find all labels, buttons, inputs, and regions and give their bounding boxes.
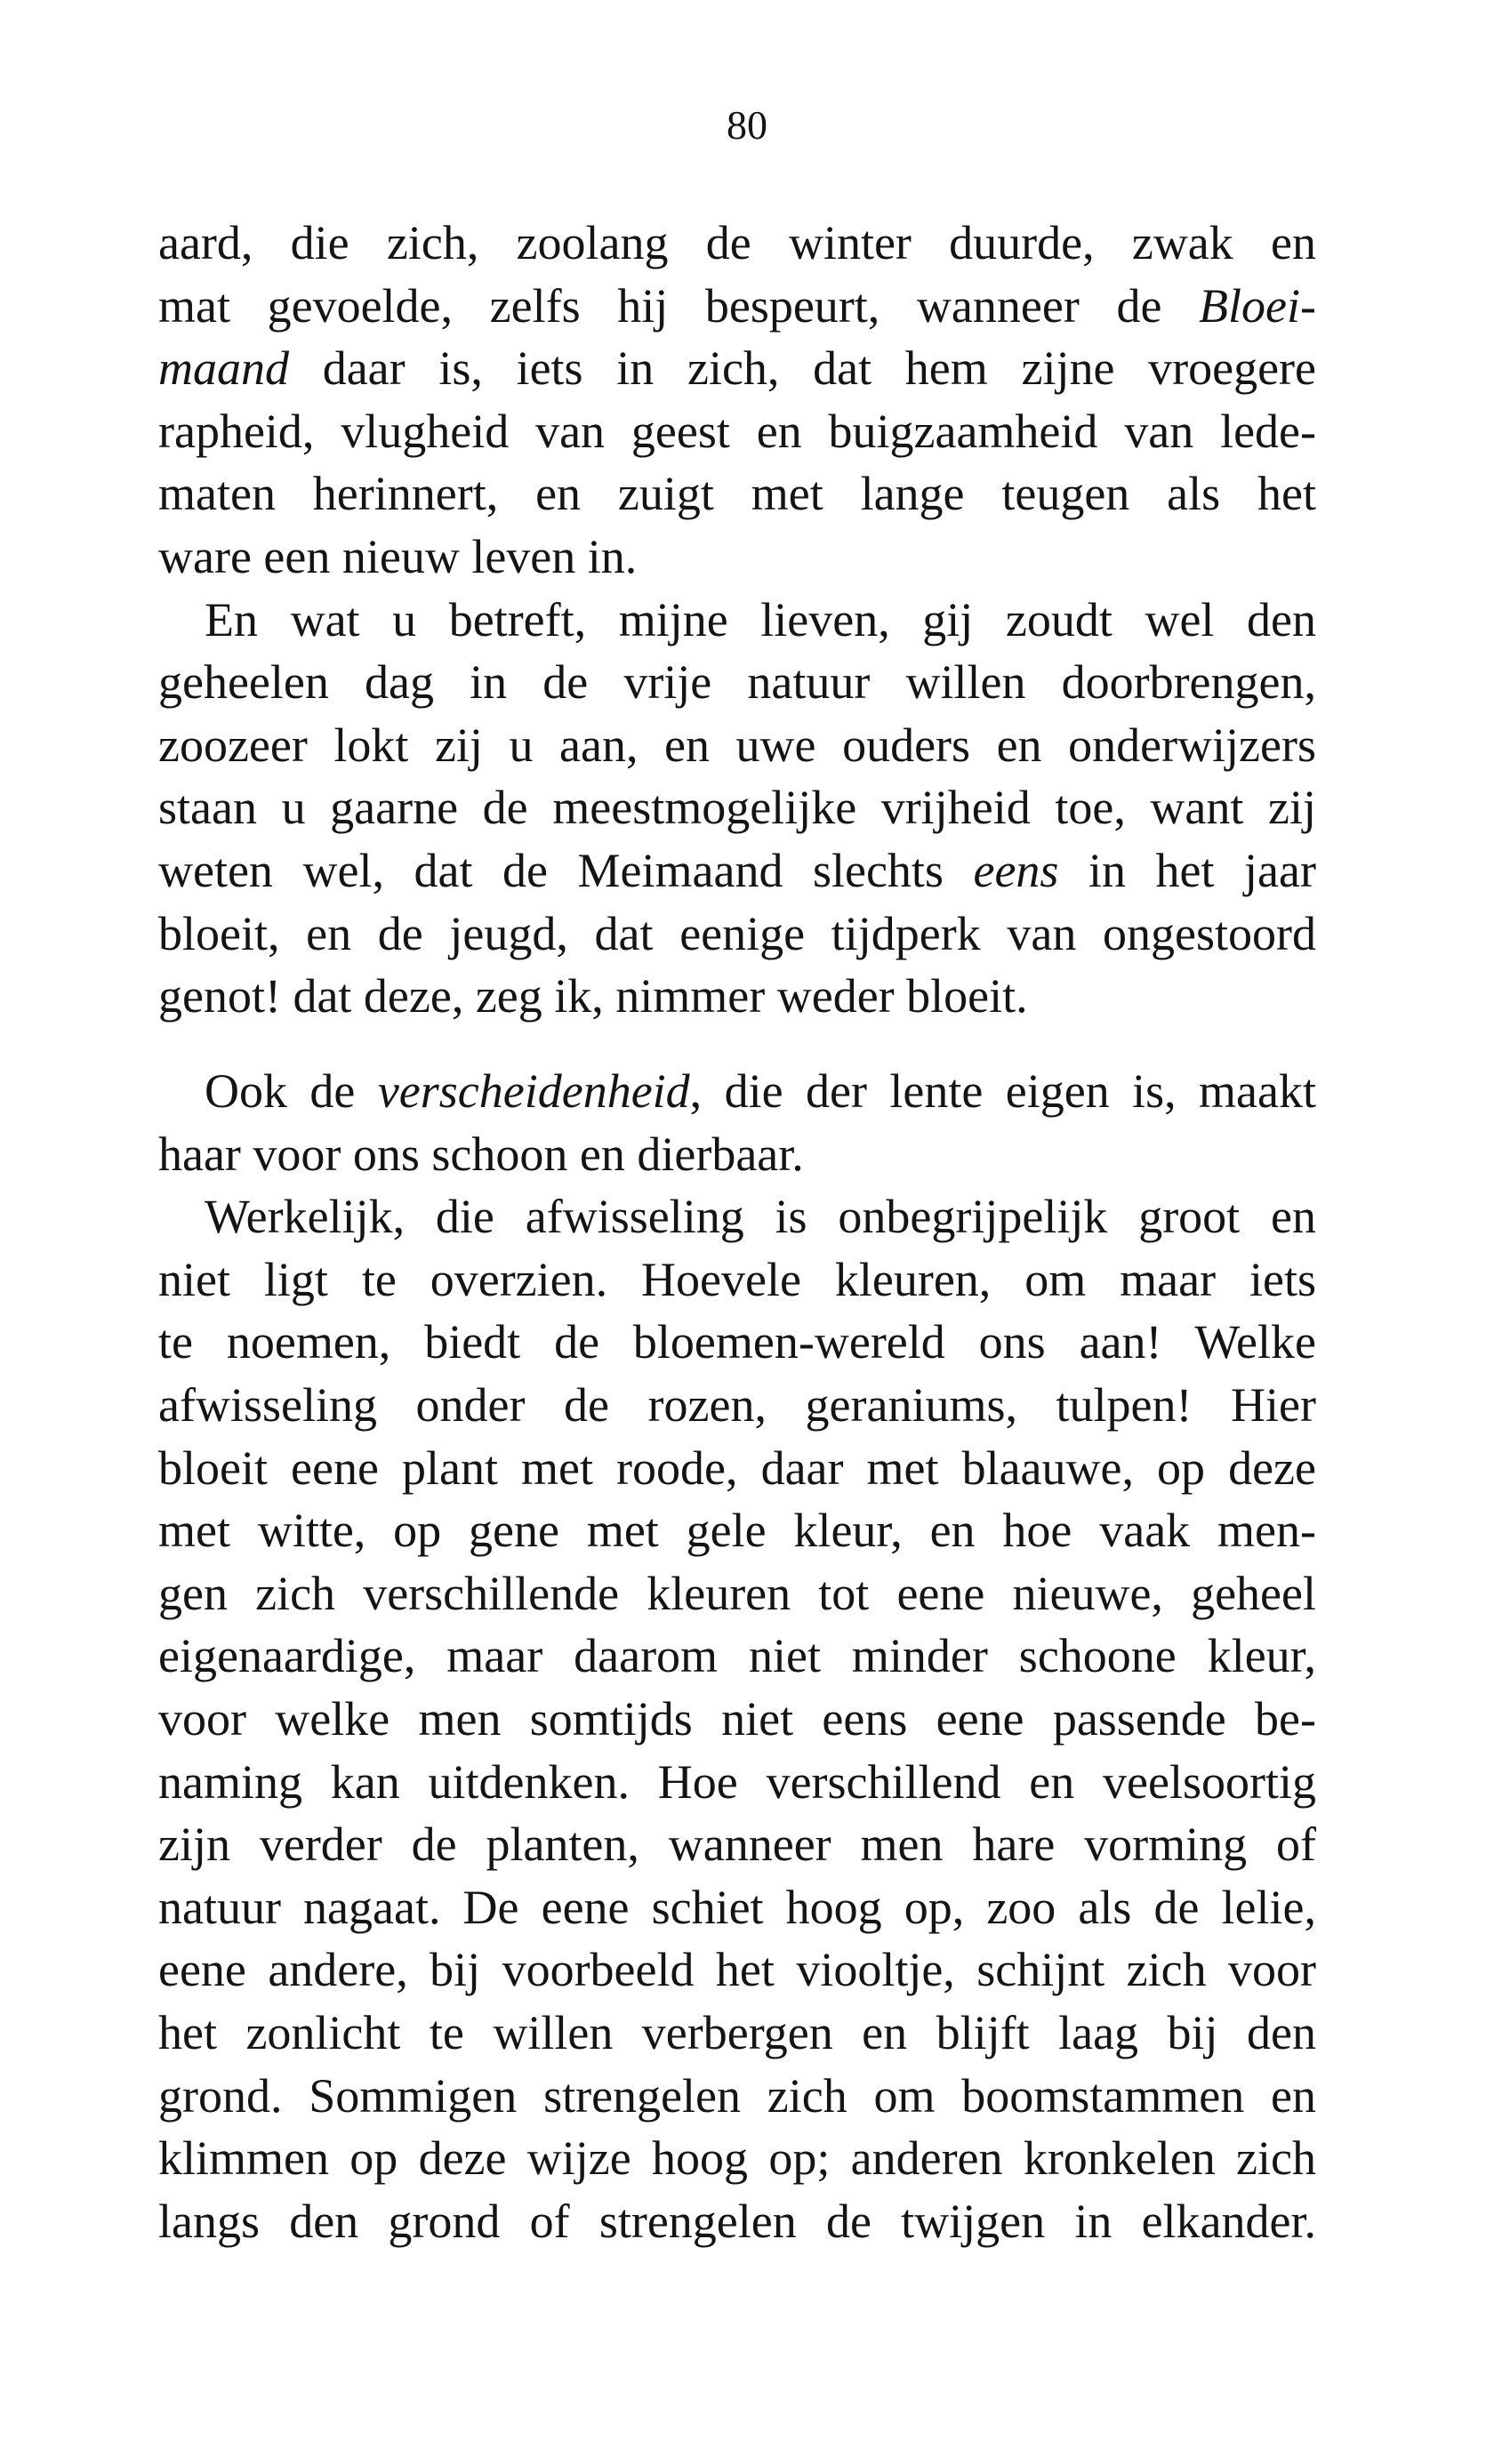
text-line: Werkelijk, die afwisseling is onbegrijpelijk groot en: [205, 1190, 1316, 1244]
text-line: eigenaardige, maar daarom niet minder schoone kleur,: [158, 1629, 1316, 1683]
paragraph-3: [158, 1060, 1316, 1185]
text-line: naming kan uitdenken. Hoe verschillend en veelsoortig: [158, 1754, 1316, 1809]
text-line: staan u gaarne de meestmogelijke vrijheid toe, want zij: [158, 781, 1316, 835]
text-line: bloeit, en de jeugd, dat eenige tijdperk van ongestoord: [158, 906, 1316, 960]
text-line: rapheid, vlugheid van geest en buigzaamheid van lede-: [158, 404, 1316, 458]
paragraph-1: [158, 212, 1316, 589]
text-line: mat gevoelde, zelfs hij bespeurt, wanneer de Bloei-: [158, 278, 1316, 333]
text-line: afwisseling onder de rozen, geraniums, tulpen! Hier: [158, 1377, 1316, 1432]
italic-term: eens: [973, 843, 1059, 897]
paragraph-2: [158, 589, 1316, 1028]
text-line: weten wel, dat de Meimaand slechts eens in het jaar: [158, 843, 1316, 897]
text-block-upper: [158, 212, 1316, 1028]
text-line: zoozeer lokt zij u aan, en uwe ouders en onderwijzers: [158, 718, 1316, 772]
italic-term: maand: [158, 341, 289, 396]
text-line: eene andere, bij voorbeeld het viooltje, schijnt zich voor: [158, 1943, 1316, 1997]
paragraph-4: [158, 1185, 1316, 2252]
text-line: zijn verder de planten, wanneer men hare vorming of: [158, 1818, 1316, 1872]
text-line: gen zich verschillende kleuren tot eene nieuwe, geheel: [158, 1566, 1316, 1620]
text-line: langs den grond of strengelen de twijgen in elkander.: [158, 2194, 1316, 2248]
text-line: genot! dat deze, zeg ik, nimmer weder bloeit.: [158, 969, 1028, 1023]
text-line: Ook de verscheidenheid, die der lente eigen is, maakt: [205, 1064, 1316, 1118]
italic-term: verscheidenheid: [377, 1064, 690, 1118]
text-block-lower: [158, 1060, 1316, 2252]
text-line: met witte, op gene met gele kleur, en hoe vaak men-: [158, 1504, 1316, 1558]
italic-term: Bloei-: [1199, 278, 1316, 333]
text-line: maten herinnert, en zuigt met lange teugen als het: [158, 467, 1316, 521]
text-line: geheelen dag in de vrije natuur willen doorbrengen,: [158, 655, 1316, 710]
text-line: grond. Sommigen strengelen zich om boomstammen en: [158, 2068, 1316, 2123]
text-line: haar voor ons schoon en dierbaar.: [158, 1127, 804, 1181]
text-line: aard, die zich, zoolang de winter duurde, zwak en: [158, 216, 1316, 269]
text-line: maand daar is, iets in zich, dat hem zijne vroegere: [158, 341, 1316, 396]
text-line: het zonlicht te willen verbergen en blijft laag bij den: [158, 2005, 1316, 2059]
page-number: 80: [727, 102, 767, 148]
text-line: natuur nagaat. De eene schiet hoog op, zoo als de lelie,: [158, 1880, 1316, 1934]
text-line: niet ligt te overzien. Hoevele kleuren, om maar iets: [158, 1252, 1316, 1306]
text-line: bloeit eene plant met roode, daar met blaauwe, op deze: [158, 1441, 1316, 1495]
text-line: ware een nieuw leven in.: [158, 529, 638, 583]
text-line: En wat u betreft, mijne lieven, gij zoudt wel den: [205, 592, 1316, 646]
text-line: klimmen op deze wijze hoog op; anderen kronkelen zich: [158, 2131, 1316, 2186]
text-line: voor welke men somtijds niet eens eene passende be-: [158, 1691, 1316, 1746]
text-line: te noemen, biedt de bloemen-wereld ons aan! Welke: [158, 1315, 1316, 1369]
